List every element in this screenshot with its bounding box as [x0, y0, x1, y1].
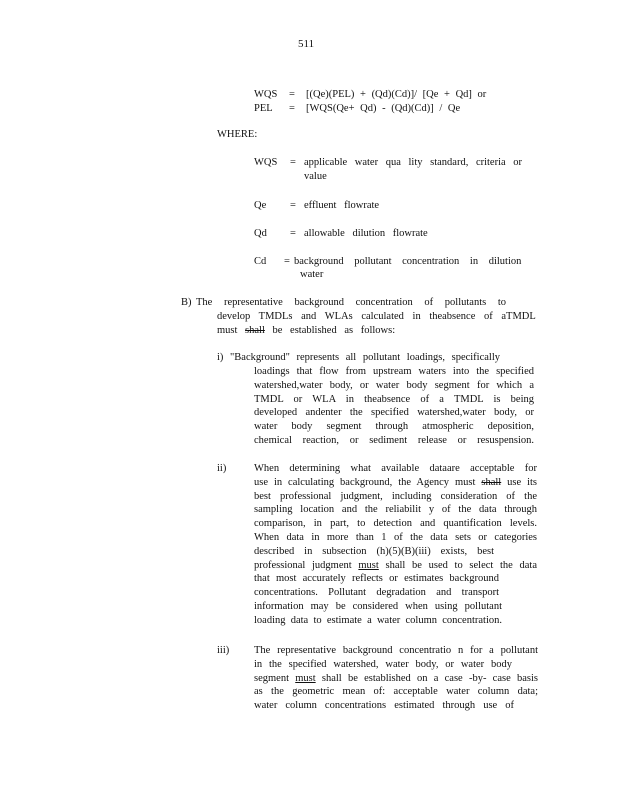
paragraph-line: water column concentrations estimated through use of — [254, 700, 514, 712]
definition-term: Qd — [254, 228, 267, 239]
underlined-word: must — [358, 559, 379, 571]
definition-text-continued: value — [304, 171, 327, 182]
definition-term: Cd — [254, 256, 267, 267]
item-i-label: i) — [217, 352, 224, 363]
formula-pel-body: [WQS(Qe+ Qd) - (Qd)(Cd)] / Qe — [306, 103, 461, 114]
definition-equals: = — [290, 157, 296, 168]
item-ii-paragraph — [254, 462, 537, 628]
definition-equals: = — [290, 200, 296, 211]
where-label: WHERE: — [217, 129, 258, 140]
paragraph-line: watershed,water body, or water body segment for which a — [254, 379, 534, 391]
page-number: 511 — [298, 38, 315, 50]
paragraph-line: as the geometric mean of: acceptable water column data; — [254, 686, 538, 698]
paragraph-line: use in calculating background, the Agency must shall use its — [254, 476, 538, 488]
definition-text: background pollutant concentration in dilution — [294, 256, 522, 267]
section-b-line: The representative background concentration of pollutants to — [196, 297, 506, 308]
paragraph-line: chemical reaction, or sediment release or resuspension. — [254, 434, 534, 446]
definition-text-continued: water — [300, 269, 324, 280]
definition-equals: = — [290, 228, 296, 239]
underlined-word: must — [295, 672, 316, 684]
formula-pel-equals: = — [289, 103, 295, 114]
formula-pel-label: PEL — [254, 103, 273, 114]
formula-wqs-equals: = — [289, 89, 295, 100]
section-b-line: must shall be established as follows: — [217, 325, 396, 336]
paragraph-line: described in subsection (h)(5)(B)(iii) exists, best — [254, 545, 494, 557]
section-b-label: B) — [181, 297, 192, 308]
definition-text: effluent flowrate — [304, 200, 380, 211]
definition-text: allowable dilution flowrate — [304, 228, 428, 239]
paragraph-line: sampling location and the reliabilit y of the data through — [254, 504, 537, 516]
section-b-line: develop TMDLs and WLAs calculated in theabsence of aTMDL — [217, 311, 536, 322]
formula-wqs-label: WQS — [254, 89, 278, 100]
item-ii-label: ii) — [217, 463, 227, 474]
paragraph-line: that most accurately reflects or estimates background — [254, 573, 499, 585]
paragraph-line: loading data to estimate a water column concentration. — [254, 614, 502, 626]
paragraph-line: best professional judgment, including consideration of the — [254, 490, 537, 502]
paragraph-line: developed andenter the specified watershed,water body, or — [254, 407, 534, 419]
paragraph-line: loadings that flow from upstream waters into the specified — [254, 366, 534, 377]
paragraph-line: in the specified watershed, water body, or water body — [254, 658, 512, 670]
paragraph-line: water body segment through atmospheric deposition, — [254, 421, 534, 433]
struck-word: shall — [481, 476, 502, 488]
paragraph-line: When data in more than 1 of the data sets or categories — [254, 531, 537, 543]
formula-wqs-body: [(Qe)(PEL) + (Qd)(Cd)]/ [Qe + Qd] or — [306, 89, 487, 100]
item-iii-label: iii) — [217, 645, 230, 656]
definition-term: WQS — [254, 157, 278, 168]
paragraph-line: concentrations. Pollutant degradation and transport — [254, 587, 499, 599]
paragraph-line: TMDL or WLA in theabsence of a TMDL is being — [254, 393, 534, 405]
definition-term: Qe — [254, 200, 267, 211]
paragraph-line: When determining what available dataare acceptable for — [254, 463, 537, 474]
definition-equals: = — [284, 256, 290, 267]
paragraph-line: professional judgment must shall be used to select the data — [254, 559, 538, 571]
paragraph-line: The representative background concentratio n for a pollutant — [254, 645, 538, 656]
paragraph-line: "Background" represents all pollutant loadings, specifically — [230, 352, 501, 363]
item-i-paragraph — [225, 351, 533, 365]
definition-text: applicable water qua lity standard, criteria or — [304, 157, 523, 168]
item-iii-paragraph — [254, 644, 538, 713]
item-i-paragraph-continued — [254, 365, 534, 448]
paragraph-line: comparison, in part, to detection and quantification levels. — [254, 518, 537, 530]
struck-word: shall — [245, 325, 265, 336]
paragraph-line: information may be considered when using pollutant — [254, 600, 502, 612]
paragraph-line: segment must shall be established on a case -by- case basis — [254, 672, 538, 684]
